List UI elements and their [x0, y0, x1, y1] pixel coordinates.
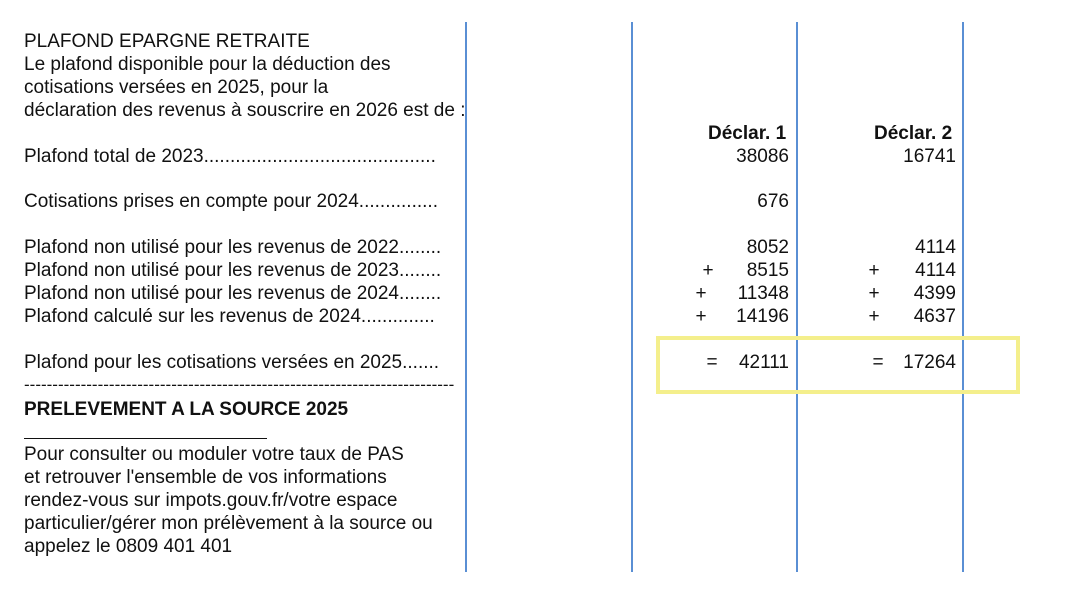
pas-line-5: appelez le 0809 401 401 [24, 536, 233, 557]
row-sign-decl1: + [695, 283, 707, 304]
epargne-title: PLAFOND EPARGNE RETRAITE [24, 31, 310, 52]
pas-line-3: rendez-vous sur impots.gouv.fr/votre espace [24, 490, 398, 511]
epargne-intro-line-2: cotisations versées en 2025, pour la [24, 77, 329, 98]
header-declarant-1: Déclar. 1 [708, 123, 787, 144]
row-value-decl2: 4399 [913, 283, 956, 304]
row-value-decl1: 676 [757, 191, 789, 212]
row-label: Plafond total de 2023............................................ [24, 146, 436, 167]
column-rule-3 [796, 22, 798, 572]
row-value-decl1: 38086 [736, 146, 789, 167]
column-rule-2 [631, 22, 633, 572]
row-sign-decl2: = [872, 352, 884, 373]
column-rule-4 [962, 22, 964, 572]
row-value-decl1: 42111 [738, 352, 789, 373]
row-label: Plafond non utilisé pour les revenus de 2022........ [24, 237, 442, 258]
row-sign-decl2: + [868, 260, 880, 281]
row-sign-decl2: + [868, 283, 880, 304]
row-value-decl2: 4637 [913, 306, 956, 327]
pas-line-4: particulier/gérer mon prélèvement à la source ou [24, 513, 433, 534]
pas-line-2: et retrouver l'ensemble de vos informations [24, 467, 387, 488]
row-value-decl1: 8515 [746, 260, 789, 281]
row-value-decl2: 4114 [915, 260, 956, 281]
row-label: Plafond calculé sur les revenus de 2024.............. [24, 306, 435, 327]
row-value-decl1: 8052 [746, 237, 789, 258]
row-value-decl1: 14196 [736, 306, 789, 327]
row-value-decl1: 11348 [737, 283, 789, 304]
row-sign-decl1: + [695, 306, 707, 327]
pas-title: PRELEVEMENT A LA SOURCE 2025 [24, 399, 349, 420]
row-value-decl2: 16741 [903, 146, 956, 167]
pas-line-1: Pour consulter ou moduler votre taux de PAS [24, 444, 404, 465]
row-label: Plafond non utilisé pour les revenus de 2024........ [24, 283, 442, 304]
epargne-intro-line-1: Le plafond disponible pour la déduction des [24, 54, 391, 75]
row-value-decl2: 4114 [915, 237, 956, 258]
epargne-intro-line-3: déclaration des revenus à souscrire en 2026 est de : [24, 100, 466, 121]
row-value-decl2: 17264 [903, 352, 956, 373]
row-sign-decl1: = [706, 352, 718, 373]
row-sign-decl2: + [868, 306, 880, 327]
row-label: Plafond non utilisé pour les revenus de 2023........ [24, 260, 442, 281]
row-label: Plafond pour les cotisations versées en 2025....... [24, 352, 440, 373]
row-sign-decl1: + [702, 260, 714, 281]
header-declarant-2: Déclar. 2 [874, 123, 953, 144]
pas-title-rule [24, 438, 267, 439]
section-separator: ---------------------------------------------------------------------------- [24, 375, 455, 394]
row-label: Cotisations prises en compte pour 2024............... [24, 191, 438, 212]
